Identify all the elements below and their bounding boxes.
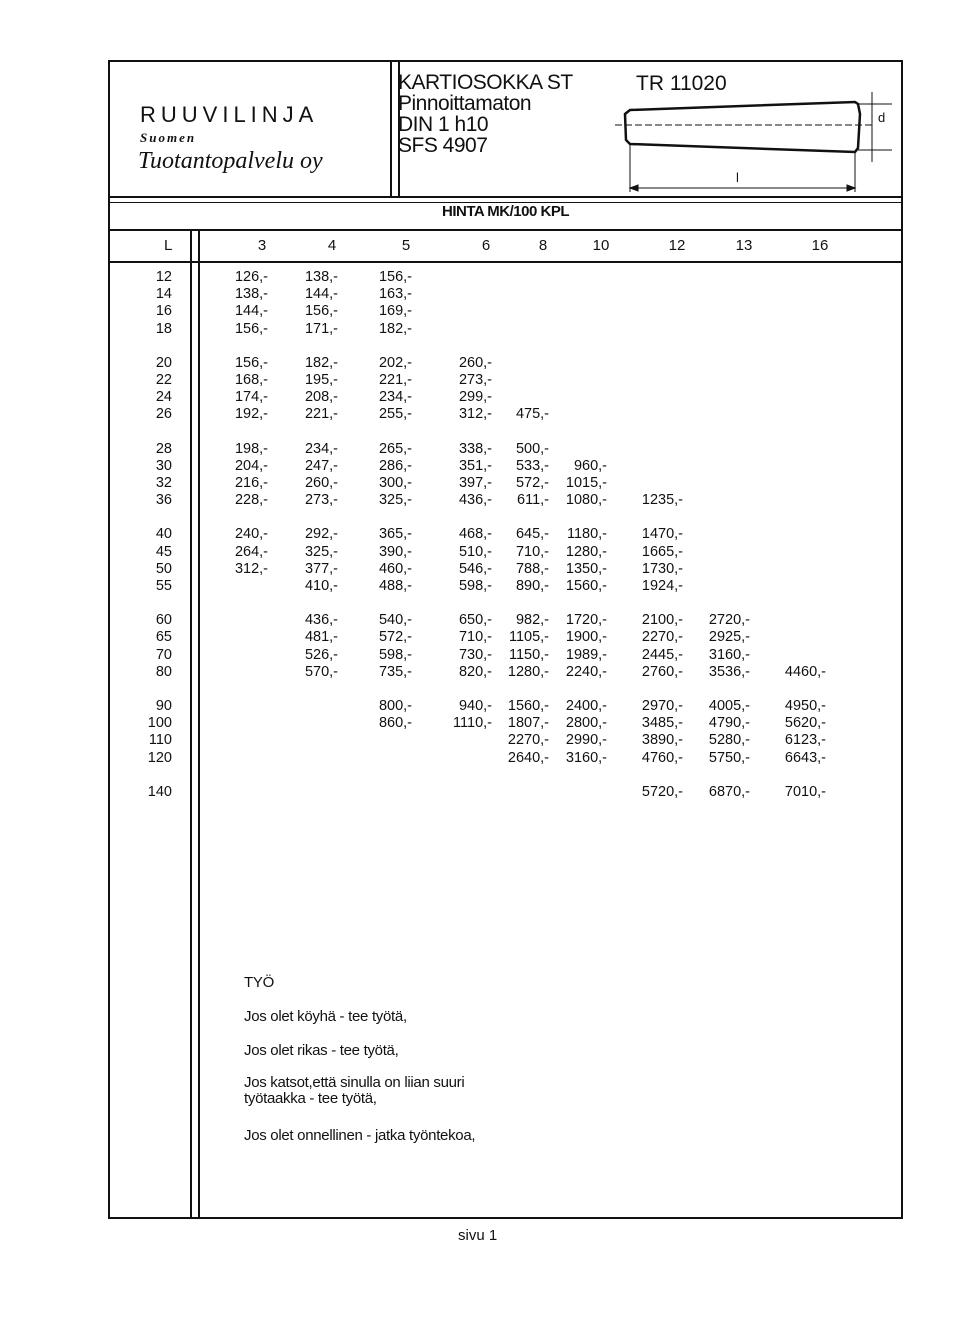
price-cell: 168,- xyxy=(234,372,268,388)
price-cell: 174,- xyxy=(234,389,268,406)
company-full-name: Tuotantopalvelu oy xyxy=(138,148,323,174)
price-cell: 982,- xyxy=(515,612,549,629)
company-name: RUUVILINJA xyxy=(140,102,319,127)
price-cell: 240,- xyxy=(234,526,268,543)
price-cell: 182,- xyxy=(304,354,338,371)
price-cell: 7010,- xyxy=(784,783,826,800)
price-cell: 546,- xyxy=(458,560,492,577)
row-length-label: 70 xyxy=(155,646,172,663)
price-cell: 710,- xyxy=(458,629,492,646)
price-cell: 216,- xyxy=(234,475,268,491)
price-cell: 299,- xyxy=(458,389,492,406)
column-header: 6 xyxy=(481,237,491,254)
price-cell: 436,- xyxy=(458,492,492,509)
price-cell: 2400,- xyxy=(565,698,607,714)
price-cell: 4950,- xyxy=(784,698,826,714)
taper-pin-drawing xyxy=(610,92,900,197)
motto-line: Jos katsot,että sinulla on liian suuri xyxy=(244,1074,465,1091)
price-cell: 228,- xyxy=(234,492,268,509)
product-line-1: KARTIOSOKKA ST xyxy=(398,71,573,94)
price-cell: 192,- xyxy=(234,406,268,423)
price-cell: 1110,- xyxy=(453,715,492,732)
price-cell: 169,- xyxy=(378,303,412,320)
price-cell: 4790,- xyxy=(708,715,750,732)
price-cell: 156,- xyxy=(304,303,338,320)
table-left-divider-2 xyxy=(198,229,200,1219)
row-length-label: 100 xyxy=(147,715,172,732)
price-cell: 2270,- xyxy=(641,629,683,646)
price-cell: 292,- xyxy=(304,526,338,543)
price-cell: 312,- xyxy=(458,406,492,423)
row-length-label: 80 xyxy=(155,663,172,680)
price-cell: 1665,- xyxy=(641,543,683,560)
row-length-label: 65 xyxy=(155,629,172,646)
price-cell: 138,- xyxy=(304,269,338,285)
motto-title: TYÖ xyxy=(244,974,274,991)
motto-line: työtaakka - tee työtä, xyxy=(244,1090,377,1107)
price-cell: 1730,- xyxy=(641,560,683,577)
price-cell: 3890,- xyxy=(641,732,683,749)
price-cell: 2640,- xyxy=(507,749,549,766)
price-cell: 144,- xyxy=(234,303,268,320)
price-cell: 171,- xyxy=(304,320,338,337)
price-cell: 460,- xyxy=(378,560,412,577)
price-cell: 510,- xyxy=(458,543,492,560)
price-cell: 2925,- xyxy=(708,629,750,646)
price-cell: 1807,- xyxy=(507,715,549,732)
price-cell: 138,- xyxy=(234,286,268,303)
header-divider-1 xyxy=(390,62,392,197)
price-cell: 260,- xyxy=(304,475,338,491)
price-cell: 221,- xyxy=(304,406,338,423)
price-cell: 351,- xyxy=(458,457,492,474)
price-cell: 1720,- xyxy=(565,612,607,629)
column-header: 12 xyxy=(668,237,686,254)
column-header: 13 xyxy=(735,237,753,254)
product-line-4: SFS 4907 xyxy=(398,134,488,157)
company-sub: Suomen xyxy=(140,130,197,145)
column-header-top-line xyxy=(110,229,901,231)
price-cell: 202,- xyxy=(378,354,412,371)
company-block xyxy=(110,62,390,197)
price-cell: 4005,- xyxy=(708,698,750,714)
price-cell: 735,- xyxy=(378,663,412,680)
price-cell: 5280,- xyxy=(708,732,750,749)
motto-line: Jos olet köyhä - tee työtä, xyxy=(244,1008,407,1025)
price-cell: 611,- xyxy=(517,492,549,509)
price-cell: 390,- xyxy=(378,543,412,560)
price-cell: 126,- xyxy=(234,269,268,285)
price-cell: 1989,- xyxy=(565,646,607,663)
price-cell: 198,- xyxy=(234,440,268,457)
price-cell: 2800,- xyxy=(565,715,607,732)
price-cell: 4760,- xyxy=(641,749,683,766)
price-cell: 3160,- xyxy=(708,646,750,663)
row-length-label: 110 xyxy=(148,732,172,749)
price-cell: 264,- xyxy=(234,543,268,560)
price-cell: 6643,- xyxy=(784,749,826,766)
price-cell: 3485,- xyxy=(641,715,683,732)
page-number: sivu 1 xyxy=(458,1227,498,1244)
price-cell: 156,- xyxy=(234,320,268,337)
price-cell: 365,- xyxy=(378,526,412,543)
price-cell: 468,- xyxy=(458,526,492,543)
row-length-label: 14 xyxy=(155,286,172,303)
row-length-label: 20 xyxy=(155,354,172,371)
price-cell: 940,- xyxy=(458,698,492,714)
price-cell: 572,- xyxy=(515,475,549,491)
price-cell: 325,- xyxy=(304,543,338,560)
column-header: 16 xyxy=(811,237,829,254)
price-cell: 1015,- xyxy=(565,475,607,491)
price-cell: 6123,- xyxy=(784,732,826,749)
price-cell: 475,- xyxy=(515,406,549,423)
price-cell: 598,- xyxy=(378,646,412,663)
price-cell: 788,- xyxy=(515,560,549,577)
row-length-label: 55 xyxy=(155,578,172,594)
price-cell: 730,- xyxy=(458,646,492,663)
price-cell: 410,- xyxy=(304,578,338,594)
row-length-label: 32 xyxy=(155,475,172,491)
price-cell: 436,- xyxy=(304,612,338,629)
price-cell: 1924,- xyxy=(641,578,683,594)
price-cell: 265,- xyxy=(378,440,412,457)
motto-line: Jos olet rikas - tee työtä, xyxy=(244,1042,399,1059)
price-cell: 1560,- xyxy=(565,578,607,594)
row-length-label: 22 xyxy=(155,372,172,388)
price-cell: 1560,- xyxy=(507,698,549,714)
price-cell: 1470,- xyxy=(641,526,683,543)
row-length-label: 30 xyxy=(155,457,172,474)
price-cell: 1900,- xyxy=(565,629,607,646)
price-cell: 255,- xyxy=(378,406,412,423)
row-length-label: 50 xyxy=(155,560,172,577)
price-cell: 156,- xyxy=(234,354,268,371)
price-cell: 1150,- xyxy=(508,646,549,663)
price-cell: 2760,- xyxy=(641,663,683,680)
price-cell: 650,- xyxy=(458,612,492,629)
price-cell: 144,- xyxy=(304,286,338,303)
price-cell: 645,- xyxy=(515,526,549,543)
price-cell: 1350,- xyxy=(565,560,607,577)
price-cell: 1280,- xyxy=(565,543,607,560)
price-cell: 500,- xyxy=(515,440,549,457)
price-cell: 598,- xyxy=(458,578,492,594)
row-length-label: 26 xyxy=(155,406,172,423)
price-cell: 286,- xyxy=(378,457,412,474)
row-length-label: 90 xyxy=(155,698,172,714)
price-cell: 163,- xyxy=(378,286,412,303)
column-header-L: L xyxy=(164,237,173,254)
row-length-label: 120 xyxy=(147,749,172,766)
price-cell: 312,- xyxy=(234,560,268,577)
price-cell: 221,- xyxy=(378,372,412,388)
price-cell: 960,- xyxy=(573,457,607,474)
price-cell: 572,- xyxy=(378,629,412,646)
price-cell: 800,- xyxy=(378,698,412,714)
row-length-label: 16 xyxy=(155,303,172,320)
product-line-2: Pinnoittamaton xyxy=(398,92,532,115)
row-length-label: 28 xyxy=(155,440,172,457)
dimension-l-label: l xyxy=(736,170,739,185)
motto-line: Jos olet onnellinen - jatka työntekoa, xyxy=(244,1127,476,1144)
price-cell: 540,- xyxy=(378,612,412,629)
price-cell: 2240,- xyxy=(565,663,607,680)
price-cell: 890,- xyxy=(515,578,549,594)
price-cell: 234,- xyxy=(378,389,412,406)
price-cell: 204,- xyxy=(234,457,268,474)
price-cell: 1235,- xyxy=(641,492,683,509)
row-length-label: 40 xyxy=(155,526,172,543)
price-cell: 526,- xyxy=(304,646,338,663)
product-line-3: DIN 1 h10 xyxy=(398,113,489,136)
column-header: 8 xyxy=(538,237,548,254)
price-cell: 300,- xyxy=(378,475,412,491)
price-cell: 260,- xyxy=(458,354,492,371)
price-cell: 2990,- xyxy=(565,732,607,749)
price-cell: 4460,- xyxy=(784,663,826,680)
price-cell: 325,- xyxy=(378,492,412,509)
price-cell: 273,- xyxy=(304,492,338,509)
price-cell: 338,- xyxy=(458,440,492,457)
row-length-label: 45 xyxy=(155,543,172,560)
price-cell: 533,- xyxy=(515,457,549,474)
price-cell: 1080,- xyxy=(565,492,607,509)
document-frame xyxy=(108,60,903,1219)
row-length-label: 140 xyxy=(147,783,172,800)
price-cell: 2720,- xyxy=(708,612,750,629)
column-header-bottom-line xyxy=(110,261,901,263)
price-cell: 1280,- xyxy=(507,663,549,680)
row-length-label: 18 xyxy=(155,320,172,337)
dimension-d-label: d xyxy=(878,110,886,125)
column-header: 10 xyxy=(592,237,610,254)
price-cell: 2100,- xyxy=(641,612,683,629)
price-cell: 570,- xyxy=(304,663,338,680)
table-left-divider-1 xyxy=(190,229,192,1219)
row-length-label: 60 xyxy=(155,612,172,629)
price-cell: 397,- xyxy=(458,475,492,491)
price-cell: 820,- xyxy=(458,663,492,680)
price-cell: 6870,- xyxy=(708,783,750,800)
row-length-label: 24 xyxy=(155,389,172,406)
price-cell: 234,- xyxy=(304,440,338,457)
column-header: 5 xyxy=(401,237,411,254)
product-code: TR 11020 xyxy=(636,72,727,95)
price-cell: 3536,- xyxy=(708,663,750,680)
price-cell: 208,- xyxy=(304,389,338,406)
price-cell: 273,- xyxy=(458,372,492,388)
price-cell: 2270,- xyxy=(507,732,549,749)
row-length-label: 12 xyxy=(155,269,172,285)
price-cell: 247,- xyxy=(304,457,338,474)
product-title xyxy=(398,72,573,156)
price-cell: 182,- xyxy=(378,320,412,337)
row-length-label: 36 xyxy=(155,492,172,509)
price-cell: 2445,- xyxy=(641,646,683,663)
column-header: 4 xyxy=(327,237,337,254)
price-cell: 195,- xyxy=(304,372,338,388)
price-cell: 860,- xyxy=(378,715,412,732)
price-cell: 5620,- xyxy=(784,715,826,732)
price-cell: 710,- xyxy=(515,543,549,560)
price-cell: 481,- xyxy=(304,629,338,646)
price-cell: 2970,- xyxy=(641,698,683,714)
price-table-title: HINTA MK/100 KPL xyxy=(441,203,569,220)
price-cell: 377,- xyxy=(304,560,338,577)
price-cell: 1180,- xyxy=(566,526,607,543)
price-cell: 5720,- xyxy=(641,783,683,800)
price-cell: 1105,- xyxy=(508,629,549,646)
column-header: 3 xyxy=(257,237,267,254)
price-cell: 156,- xyxy=(378,269,412,285)
price-cell: 488,- xyxy=(378,578,412,594)
price-cell: 3160,- xyxy=(565,749,607,766)
price-cell: 5750,- xyxy=(708,749,750,766)
